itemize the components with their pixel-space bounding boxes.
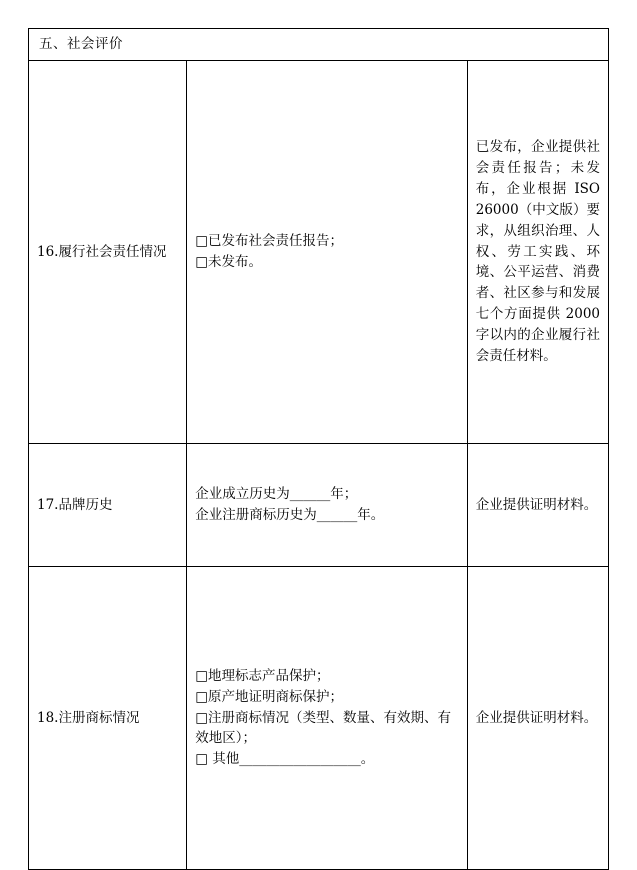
- field-establishment-history[interactable]: 企业成立历史为______年；: [195, 486, 358, 503]
- table-row: [29, 444, 609, 567]
- checkbox-option-other[interactable]: □ 其他__________________。: [195, 751, 375, 768]
- field-trademark-history[interactable]: 企业注册商标历史为______年。: [195, 507, 385, 523]
- checkbox-option-origin-certification[interactable]: □原产地证明商标保护；: [195, 688, 344, 705]
- table-row: [29, 567, 609, 870]
- row-note-18: 企业提供证明材料。: [467, 567, 608, 870]
- row-content-16: [187, 61, 467, 444]
- checkbox-option-trademark-status[interactable]: □注册商标情况（类型、数量、有效期、有效地区）；: [195, 709, 452, 747]
- checkbox-option-published[interactable]: □已发布社会责任报告；: [195, 233, 344, 250]
- table-row: [29, 61, 609, 444]
- table-row-section-header: [29, 29, 609, 61]
- checkbox-option-geo-indication[interactable]: □地理标志产品保护；: [195, 667, 330, 684]
- row-note-17: 企业提供证明材料。: [467, 444, 608, 567]
- row-label-18: 18.注册商标情况: [29, 567, 187, 870]
- row-note-16: 已发布，企业提供社会责任报告；未发布，企业根据 ISO 26000（中文版）要求，从组织治理、人权、劳工实践、环境、公平运营、消费者、社区参与和发展七个方面提供 2000 字以内的企业履行社会责任材料。: [467, 61, 608, 444]
- row-label-16: 16.履行社会责任情况: [29, 61, 187, 444]
- evaluation-table: [28, 28, 609, 870]
- section-title: 五、社会评价: [29, 29, 609, 61]
- row-content-17: [187, 444, 467, 567]
- checkbox-option-not-published[interactable]: □未发布。: [195, 254, 263, 270]
- row-content-18: [187, 567, 467, 870]
- row-label-17: 17.品牌历史: [29, 444, 187, 567]
